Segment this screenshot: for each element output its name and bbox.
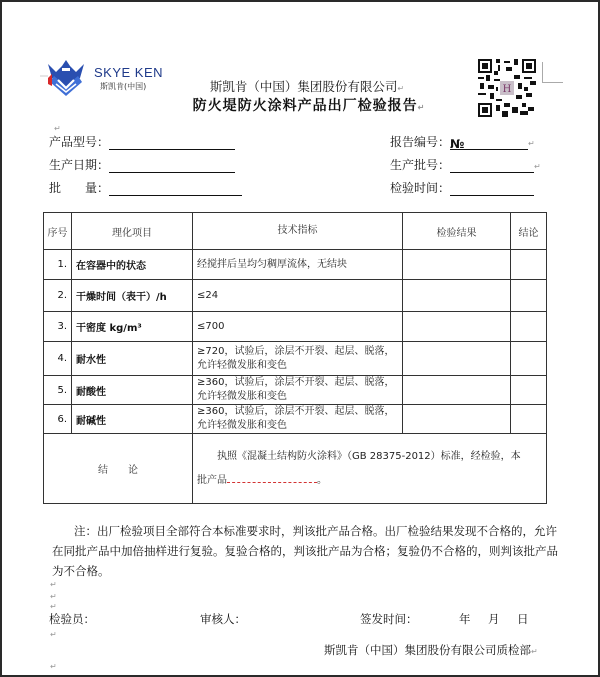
field-report-number — [390, 133, 535, 150]
row-no: 2. — [44, 280, 72, 312]
field-label: 产品型号： — [49, 135, 110, 149]
row-no: 5. — [44, 376, 72, 405]
field-batch-quantity — [49, 179, 242, 196]
month-label: 月 — [488, 612, 500, 626]
issue-time-label: 签发时间： — [360, 612, 418, 626]
paragraph-mark: ↵ — [50, 630, 57, 639]
table-row — [44, 280, 547, 312]
logo-text-en: SKYE KEN — [94, 65, 164, 80]
production-date-input[interactable] — [109, 160, 235, 173]
row-conclusion-cell[interactable] — [511, 280, 547, 312]
table-row — [44, 312, 547, 342]
logo-text-cn: 斯凯肯(中国) — [100, 82, 147, 91]
paragraph-mark: ↵ — [50, 592, 57, 601]
row-spec: ≥720，试验后，涂层不开裂、起层、脱落，允许轻微发胀和变色 — [193, 342, 403, 376]
header-item: 理化项目 — [72, 213, 193, 250]
field-label: 批 量： — [49, 181, 110, 195]
row-conclusion-cell[interactable] — [511, 342, 547, 376]
row-conclusion-cell[interactable] — [511, 405, 547, 434]
row-result-cell[interactable] — [403, 250, 511, 280]
qr-code-icon — [478, 59, 536, 117]
conclusion-text — [193, 434, 547, 504]
row-spec: ≤700 — [193, 312, 403, 342]
conclusion-line-2 — [197, 469, 540, 493]
reviewer-label: 审核人： — [200, 612, 246, 626]
field-label: 生产批号： — [390, 158, 451, 172]
margin-corner-mark — [542, 62, 563, 83]
table-row — [44, 376, 547, 405]
row-item: 耐碱性 — [72, 405, 193, 434]
field-label: 生产日期： — [49, 158, 110, 172]
row-result-cell[interactable] — [403, 312, 511, 342]
row-no: 3. — [44, 312, 72, 342]
report-number-input[interactable] — [450, 137, 528, 150]
table-row — [44, 405, 547, 434]
header-spec: 技术指标 — [193, 213, 403, 250]
paragraph-mark: ↵ — [50, 662, 57, 671]
table-row — [44, 342, 547, 376]
header-no: 序号 — [44, 213, 72, 250]
row-spec: ≥360，试验后，涂层不开裂、起层、脱落，允许轻微发胀和变色 — [193, 405, 403, 434]
row-item: 耐水性 — [72, 342, 193, 376]
field-production-date — [49, 156, 235, 173]
conclusion-line-1: 执照《混凝土结构防火涂料》（GB 28375-2012）标准，经检验，本 — [217, 450, 521, 462]
field-batch-number — [390, 156, 541, 173]
row-no: 6. — [44, 405, 72, 434]
conclusion-label: 结 论 — [44, 434, 193, 504]
row-result-cell[interactable] — [403, 405, 511, 434]
inspection-time-input[interactable] — [450, 183, 534, 196]
conclusion-result-input[interactable] — [227, 471, 317, 483]
company-name-text: 斯凯肯（中国）集团股份有限公司 — [209, 79, 398, 94]
row-item: 在容器中的状态 — [72, 250, 193, 280]
day-label: 日 — [517, 612, 529, 626]
row-spec: ≤24 — [193, 280, 403, 312]
conclusion-line-2-text: 批产品 — [197, 474, 227, 486]
row-result-cell[interactable] — [403, 376, 511, 405]
department-text: 斯凯肯（中国）集团股份有限公司质检部 — [324, 643, 531, 657]
report-title-text: 防火堤防火涂料产品出厂检验报告 — [192, 98, 418, 114]
table-row — [44, 250, 547, 280]
inspection-table — [43, 212, 547, 504]
batch-quantity-input[interactable] — [109, 183, 242, 196]
note-paragraph: 注：出厂检验项目全部符合本标准要求时，判该批产品合格。出厂检验结果发现不合格的，允许在同批产品中加倍抽样进行复验。复验合格的，判该批产品为合格；复验仍不合格的，则判该批产品为不合格。 — [52, 524, 558, 578]
numero-sign: № — [450, 137, 465, 151]
field-product-model — [49, 133, 235, 150]
table-header-row — [44, 213, 547, 250]
inspector-label: 检验员： — [49, 612, 95, 626]
row-no: 1. — [44, 250, 72, 280]
paragraph-mark: ↵ — [54, 124, 61, 133]
row-item: 干密度 kg/m³ — [72, 312, 193, 342]
row-spec: ≥360，试验后，涂层不开裂、起层、脱落，允许轻微发胀和变色 — [193, 376, 403, 405]
field-label: 报告编号： — [390, 135, 451, 149]
conclusion-end: 。 — [317, 474, 327, 486]
row-item: 耐酸性 — [72, 376, 193, 405]
product-model-input[interactable] — [109, 137, 235, 150]
row-conclusion-cell[interactable] — [511, 376, 547, 405]
batch-number-input[interactable] — [450, 160, 534, 173]
row-result-cell[interactable] — [403, 280, 511, 312]
header-result: 检验结果 — [403, 213, 511, 250]
paragraph-mark: ↵ — [50, 602, 57, 611]
year-label: 年 — [459, 612, 471, 626]
department-label — [324, 642, 538, 658]
paragraph-mark: ↵ — [417, 103, 426, 112]
paragraph-mark: ↵ — [531, 647, 538, 656]
svg-text:H: H — [502, 84, 512, 95]
row-conclusion-cell[interactable] — [511, 250, 547, 280]
field-inspection-time — [390, 179, 534, 196]
row-no: 4. — [44, 342, 72, 376]
row-item: 干燥时间（表干）/h — [72, 280, 193, 312]
conclusion-row — [44, 434, 547, 504]
header-conclusion: 结论 — [511, 213, 547, 250]
paragraph-mark: ↵ — [534, 162, 541, 171]
paragraph-mark: ↵ — [528, 139, 535, 148]
row-conclusion-cell[interactable] — [511, 312, 547, 342]
row-result-cell[interactable] — [403, 342, 511, 376]
row-spec: 经搅拌后呈均匀稠厚流体，无结块 — [193, 250, 403, 280]
field-label: 检验时间： — [390, 181, 451, 195]
paragraph-mark: ↵ — [50, 580, 57, 589]
paragraph-mark: ↵ — [397, 84, 405, 93]
